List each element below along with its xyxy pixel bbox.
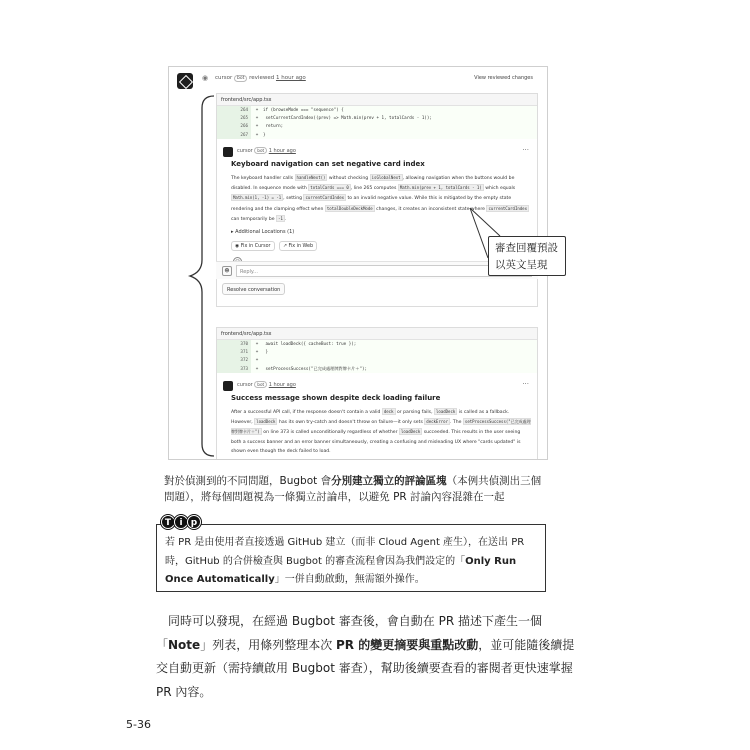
- fix-in-web-button[interactable]: ↗ Fix in Web: [279, 241, 317, 251]
- diff-line: 373 + setProcessSuccess("已完成處理牌對牌卡片＋");: [217, 365, 537, 373]
- comment-header: [237, 382, 296, 388]
- user-avatar-icon: ☻: [222, 266, 232, 276]
- callout-line: 審查回覆預設: [495, 242, 558, 254]
- eye-icon: ◉: [202, 74, 209, 82]
- diff-line: 370 + await loadDeck({ cacheBust: true });: [217, 340, 537, 348]
- comment-body: After a successful API call, if the response doesn't contain a valid deck or parsing fails, loadDeck is called as a fallback. However, loadDeck has its own try-catch and doesn't throw on failure—it only sets deckError . The setProcessSuccess("已完成處理牌對牌卡片＋") on line 373 is called unconditionally regardless of whether loadDeck succeeded. This results in the user seeing both a success banner and an error banner simultaneously, creating a confusing and misleading UX where "cards updated" is shown even though the deck failed to load.: [231, 409, 531, 454]
- view-reviewed-changes-link[interactable]: View reviewed changes: [474, 75, 533, 81]
- cursor-avatar-icon: [177, 73, 193, 89]
- figure-caption: 對於偵測到的不同問題，Bugbot 會分別建立獨立的評論區塊（本例共偵測出三個問題），將每個問題視為一條獨立討論串，以避免 PR 討論內容混雜在一起: [164, 475, 542, 503]
- tip-badge: T i p: [161, 515, 200, 533]
- review-thread-2: [216, 327, 538, 460]
- review-action: reviewed: [249, 75, 275, 81]
- comment-user[interactable]: cursor: [237, 148, 253, 154]
- review-time[interactable]: 1 hour ago: [275, 75, 306, 81]
- file-path[interactable]: frontend/src/app.tsx: [217, 328, 537, 340]
- bot-tag: bot: [234, 75, 247, 82]
- body-paragraph: 同時可以發現，在經過 Bugbot 審查後，會自動在 PR 描述下產生一個「Note」列表，用條列整理本次 PR 的變更摘要與重點改動，並可能隨後續提交自動更新（需持續啟用 Bugbot 審查），幫助後續要查看的審閱者更快速掌握 PR 內容。: [156, 614, 575, 699]
- callout-line: 以英文呈現: [495, 259, 548, 271]
- review-user[interactable]: cursor: [215, 75, 233, 81]
- diff-line: 372 +: [217, 356, 537, 364]
- resolve-conversation-button[interactable]: Resolve conversation: [222, 283, 285, 295]
- file-path[interactable]: frontend/src/app.tsx: [217, 94, 537, 106]
- diff-line: 371 + }: [217, 348, 537, 356]
- cursor-avatar-icon: [223, 381, 233, 391]
- diff-line: 266 + return;: [217, 122, 537, 130]
- reply-input[interactable]: Reply...: [236, 265, 532, 277]
- diff-line: 265 + setCurrentCardIndex((prev) => Math.min(prev + 1, totalCards - 1));: [217, 114, 537, 122]
- thread-1-actions: [216, 127, 538, 317]
- more-options-icon[interactable]: ···: [522, 146, 529, 154]
- tip-box: 若 PR 是由使用者直接透過 GitHub 建立（而非 Cloud Agent 產生），在送出 PR 時，GitHub 的合併檢查與 Bugbot 的審查流程會因為我們設定的「Only Run Once Automatically」一併自動啟動，無需額外操作。: [156, 524, 546, 592]
- comment-user[interactable]: cursor: [237, 382, 253, 388]
- comment-title: Keyboard navigation can set negative card index: [231, 160, 425, 168]
- more-options-icon[interactable]: ···: [522, 380, 529, 388]
- comment-time[interactable]: 1 hour ago: [268, 148, 296, 154]
- diff-hunk: [217, 340, 537, 373]
- review-line: [215, 75, 306, 81]
- diff-line: 264 + if (browseMode === "sequence") {: [217, 106, 537, 114]
- comment-time[interactable]: 1 hour ago: [268, 382, 296, 388]
- review-comment-2: [217, 375, 537, 460]
- page-number: 5-36: [126, 718, 151, 731]
- comment-title: Success message shown despite deck loading failure: [231, 394, 441, 402]
- diff-line: 267 + }: [217, 131, 537, 139]
- fix-in-cursor-button[interactable]: ◉ Fix in Cursor: [231, 241, 275, 251]
- additional-locations-toggle[interactable]: ▸ Additional Locations (1): [231, 229, 295, 235]
- bot-tag: bot: [254, 381, 267, 388]
- callout-note: [488, 236, 566, 276]
- bot-tag: bot: [254, 147, 267, 154]
- comment-body: The keyboard handler calls handleNext() without checking isGlobalNext , allowing navigation when the buttons would be disabled. In sequence mode with totalCards === 0 , line 265 computes Math.min(prev + 1, totalCards - 1) which equals Math.min(1, -1) = -1 , setting currentCardIndex to an invalid negative value. While this is mitigated by the empty state rendering and the clamping effect when totalDoubleDeckMode changes, it creates an inconsistent state where currentCardIndex can temporarily be -1 .: [231, 175, 527, 222]
